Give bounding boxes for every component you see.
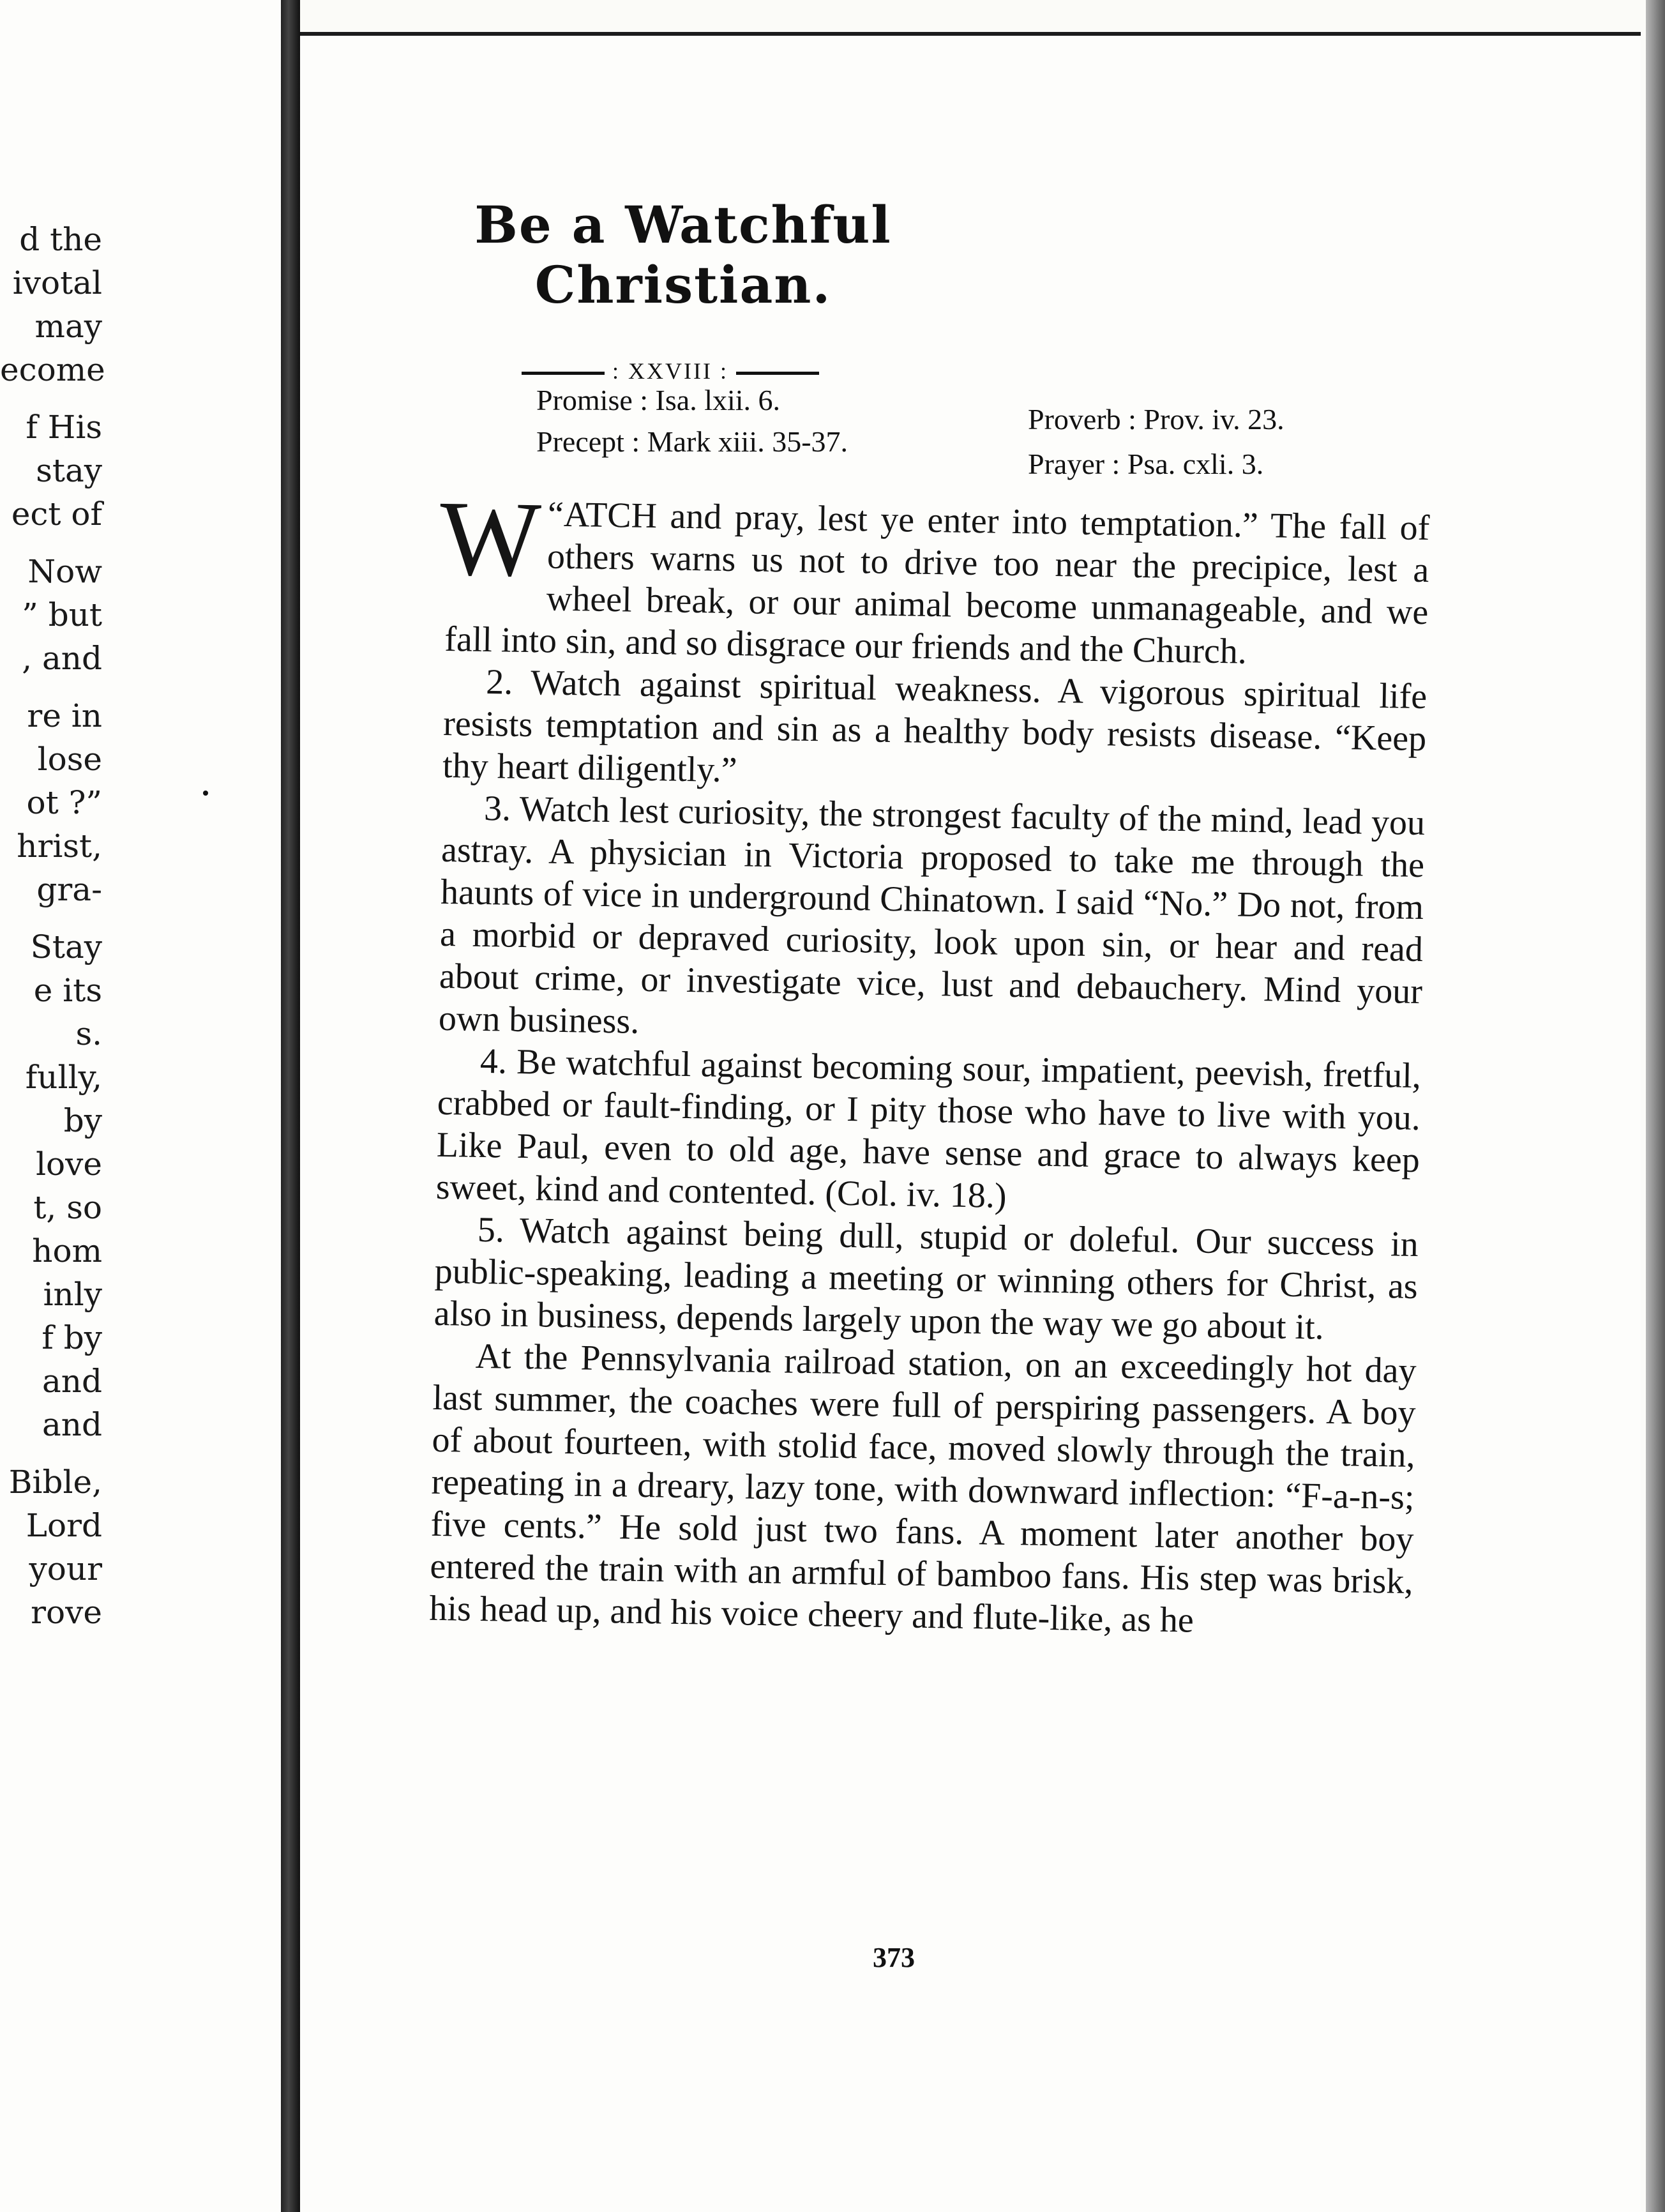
left-page-line: fully, [25,1059,102,1096]
paragraph-1-text: ATCH and pray, lest ye enter into temptation.” The fall of others warns us not to drive too near the precipice, lest a wheel break, or our animal become unmanageable, and we fall into sin, and so disgrace our friends and the Church. [444,494,1430,672]
prayer-reference: Prayer : Psa. cxli. 3. [1028,448,1264,480]
left-page-line: ecome [0,351,105,388]
paragraph-5: 5. Watch against being dull, stupid or doleful. Our success in public-speaking, leading a meeting or winning others for Christ, as also in business, depends largely upon the way we go about it. [433,1209,1419,1347]
left-page-line: hrist, [17,828,102,865]
left-page-line: stay [36,452,102,489]
left-page-line: and [41,1406,102,1443]
left-page-line: e its [33,972,102,1009]
promise-reference: Promise : Isa. lxii. 6. [536,384,781,416]
left-page-line: , and [22,640,102,677]
paragraph-4: 4. Be watchful against becoming sour, impatient, peevish, fretful, crabbed or fault-finding, or I pity those who have to live with you. Like Paul, even to old age, have sense and grace to always keep sweet, kind and contented. (Col. iv. 18.) [435,1041,1422,1216]
left-page-line: Bible, [8,1464,102,1501]
chapter-number: : XXVIII : [492,358,849,384]
left-page-line: gra- [36,871,102,908]
book-binding [281,0,300,2212]
left-page-line: Now [27,553,102,590]
left-page-line: Lord [26,1507,102,1544]
paragraph-3: 3. Watch lest curiosity, the strongest faculty of the mind, lead you astray. A physician in Victoria proposed to take me through the haunts of vice in underground Chinatown. I said “No.” Do not, from a morbid or depraved curiosity, look upon sin, or hear and read about crime, or investigate vice, lust and debauchery. Mind your own business. [438,788,1426,1042]
left-page-line: your [29,1550,102,1587]
left-page-line: by [63,1102,102,1139]
paragraph-6: At the Pennsylvania railroad station, on an exceedingly hot day last summer, the coaches were full of perspiring passengers. A boy of about fourteen, with stolid face, moved slowly through the train, repeating in a dreary, lazy tone, with downward inflection: “F-a-n-s; five cents.” He sold just two fans. A moment later another boy entered the train with an armful of bamboo fans. His step was brisk, his head up, and his voice cheery and flute-like, as he [429,1336,1417,1640]
precept-reference: Precept : Mark xiii. 35-37. [536,425,848,458]
drop-cap: W [439,478,542,600]
left-page-line: s. [75,1015,102,1052]
left-page-line: may [34,308,102,345]
left-page-line: ” but [22,596,102,633]
paragraph-1 [439,478,1430,676]
ink-speck [203,791,208,796]
left-page-line: f His [26,409,102,446]
left-page-line: love [36,1146,102,1183]
page-number: 373 [873,1942,915,1973]
left-page-line: re in [27,697,102,734]
page-title: Be a Watchful Christian. [474,195,892,315]
left-page-line: lose [37,741,102,778]
left-page-line: ivotal [12,264,102,301]
left-page-line: and [41,1363,102,1400]
left-page-line: ot ?” [26,784,102,821]
left-page-line: d the [19,221,102,258]
paragraph-2: 2. Watch against spiritual weakness. A vigorous spiritual life resists temptation and sin as a healthy body resists disease. “Keep thy heart diligently.” [442,662,1428,791]
page-stack-edge [1646,0,1665,2212]
left-page-line: f by [41,1319,102,1356]
left-page-line: inly [43,1276,102,1313]
left-page-line: rove [31,1594,102,1631]
left-page-fragment [0,0,281,2212]
left-page-line: t, so [33,1189,102,1226]
body-text [429,478,1430,1645]
left-page-line: hom [32,1232,102,1269]
proverb-reference: Proverb : Prov. iv. 23. [1028,403,1285,436]
left-page-line: Stay [30,928,102,966]
left-page-line: ect of [11,496,102,533]
opening-quote: “ [547,494,564,534]
